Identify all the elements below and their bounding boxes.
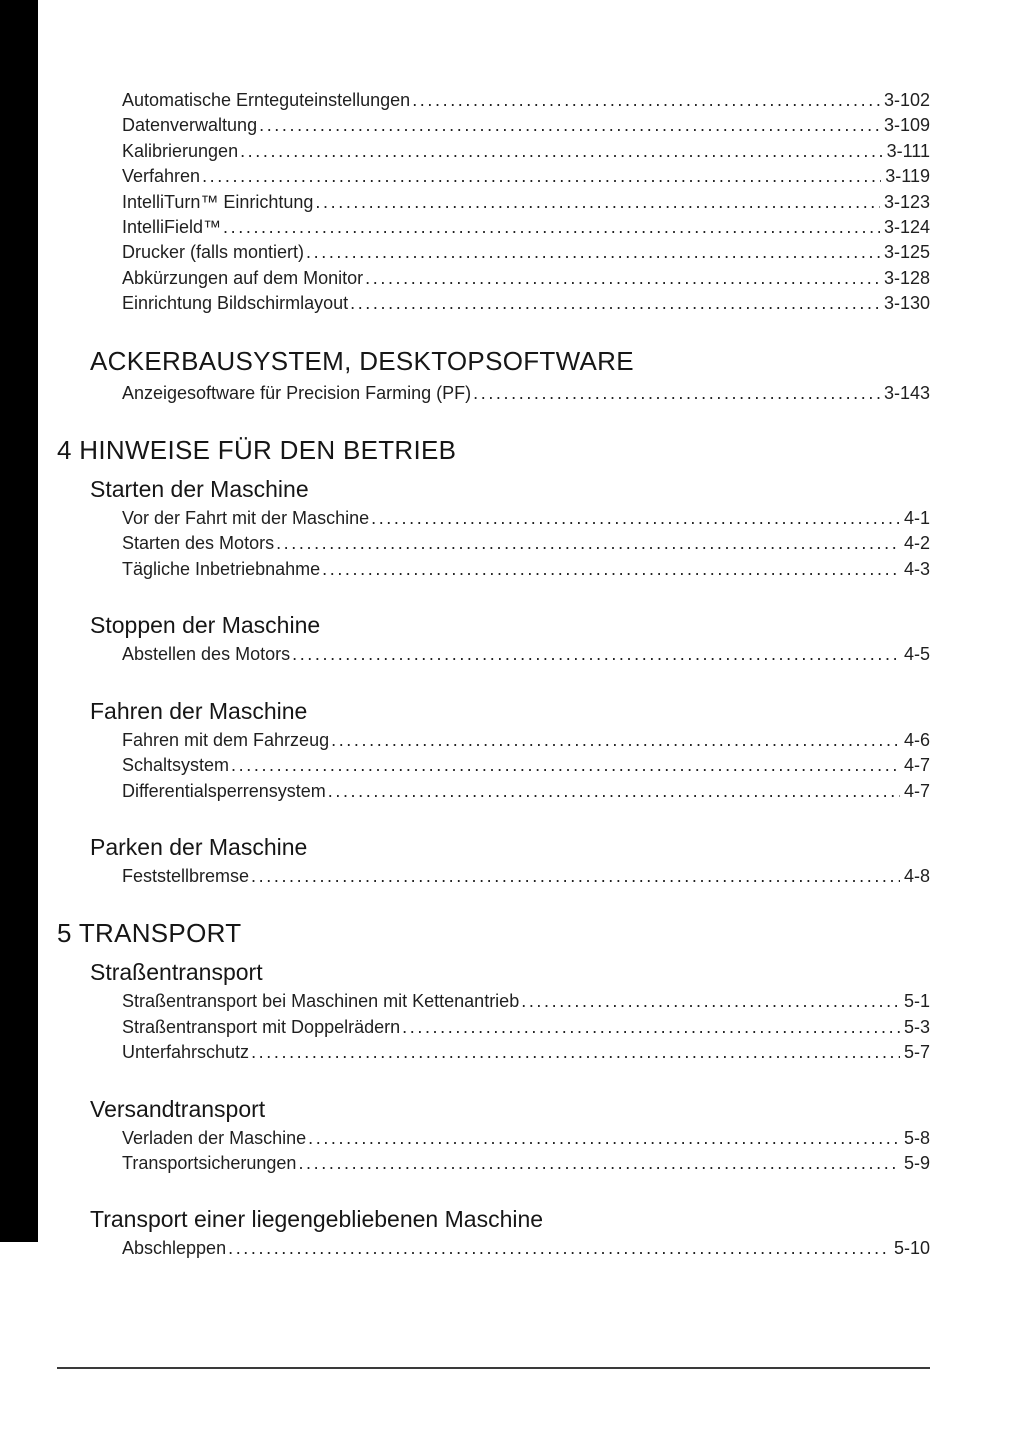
toc-entry-label: Drucker (falls montiert) xyxy=(122,242,305,263)
toc-entry-group-liegengeblieben xyxy=(57,1236,930,1261)
subsection-heading-liegengeblieben: Transport einer liegengebliebenen Maschine xyxy=(90,1206,544,1233)
toc-entry-label: Verladen der Maschine xyxy=(122,1127,307,1148)
toc-page-number: 3-111 xyxy=(886,140,930,161)
toc-page-number: 4-5 xyxy=(903,644,930,665)
toc-entry-label: Fahren mit dem Fahrzeug xyxy=(122,729,330,750)
toc-page-number: 3-130 xyxy=(883,293,930,314)
toc-page-number: 3-125 xyxy=(883,242,930,263)
toc-entry-label: Anzeigesoftware für Precision Farming (PF) xyxy=(122,382,472,403)
toc-content xyxy=(57,88,930,1262)
toc-entry-label: Abschleppen xyxy=(122,1238,227,1259)
toc-entry-label: Feststellbremse xyxy=(122,865,250,886)
toc-entry xyxy=(122,728,930,753)
toc-page-number: 5-3 xyxy=(903,1016,930,1037)
toc-entry xyxy=(122,190,930,215)
toc-page-number: 3-123 xyxy=(883,191,930,212)
toc-entry-label: Transportsicherungen xyxy=(122,1152,297,1173)
toc-entry-label: Datenverwaltung xyxy=(122,115,258,136)
toc-entry xyxy=(122,291,930,316)
toc-page-number: 5-8 xyxy=(903,1127,930,1148)
toc-entry-group-parken xyxy=(57,864,930,889)
toc-entry-label: Differentialsperrensystem xyxy=(122,780,326,801)
toc-leader-dots xyxy=(350,291,880,316)
toc-entry-group-strassentransport xyxy=(57,989,930,1065)
toc-leader-dots xyxy=(298,1151,900,1176)
toc-entry xyxy=(122,266,930,291)
toc-entry-label: Vor der Fahrt mit der Maschine xyxy=(122,508,370,529)
toc-leader-dots xyxy=(292,642,900,667)
toc-page-number: 4-7 xyxy=(903,755,930,776)
toc-entry xyxy=(122,113,930,138)
toc-entry-label: Starten des Motors xyxy=(122,533,275,554)
toc-entry-label: Abkürzungen auf dem Monitor xyxy=(122,267,364,288)
toc-entry-label: Straßentransport mit Doppelrädern xyxy=(122,1016,401,1037)
toc-page-number: 3-102 xyxy=(883,90,930,110)
toc-leader-dots xyxy=(202,164,881,189)
toc-entry-group-chapter3 xyxy=(57,88,930,317)
chapter-heading-5: 5 TRANSPORT xyxy=(57,918,242,949)
toc-page-number: 3-143 xyxy=(883,382,930,403)
toc-entry xyxy=(122,164,930,189)
toc-page-number: 4-6 xyxy=(903,729,930,750)
subsection-heading-parken: Parken der Maschine xyxy=(90,833,308,860)
toc-entry-label: Einrichtung Bildschirmlayout xyxy=(122,293,349,314)
toc-entry-group-starten xyxy=(57,506,930,582)
toc-entry xyxy=(122,88,930,113)
toc-page-number: 3-119 xyxy=(885,166,930,187)
toc-entry-group-stoppen xyxy=(57,642,930,667)
section-heading-ackerbausystem: ACKERBAUSYSTEM, DESKTOPSOFTWARE xyxy=(90,345,634,376)
toc-leader-dots xyxy=(331,728,900,753)
toc-entry-label: Tägliche Inbetriebnahme xyxy=(122,558,321,579)
toc-leader-dots xyxy=(251,1040,900,1065)
toc-page-number: 3-124 xyxy=(883,217,930,238)
toc-page-number: 4-8 xyxy=(903,865,930,886)
toc-entry-label: IntelliTurn™ Einrichtung xyxy=(122,191,314,212)
toc-entry xyxy=(122,1236,930,1261)
toc-page-number: 4-1 xyxy=(903,508,930,529)
toc-entry-label: IntelliField™ xyxy=(122,217,222,238)
toc-page-number: 5-1 xyxy=(903,991,930,1012)
chapter-heading-4: 4 HINWEISE FÜR DEN BETRIEB xyxy=(57,435,457,466)
toc-page-number: 5-9 xyxy=(903,1152,930,1173)
toc-page-number: 5-7 xyxy=(903,1042,930,1063)
toc-page-number: 4-3 xyxy=(903,558,930,579)
toc-leader-dots xyxy=(259,113,880,138)
toc-entry-group-fahren xyxy=(57,728,930,804)
toc-leader-dots xyxy=(322,557,900,582)
toc-leader-dots xyxy=(402,1015,900,1040)
toc-entry-label: Straßentransport bei Maschinen mit Kettenantrieb xyxy=(122,991,520,1012)
toc-page-number: 5-10 xyxy=(893,1238,930,1259)
toc-leader-dots xyxy=(371,506,900,531)
toc-leader-dots xyxy=(315,190,880,215)
footer-rule xyxy=(57,1367,930,1369)
toc-entry xyxy=(122,1151,930,1176)
subsection-heading-stoppen: Stoppen der Maschine xyxy=(90,612,321,639)
toc-entry-label: Schaltsystem xyxy=(122,755,230,776)
subsection-heading-strassentransport: Straßentransport xyxy=(90,959,263,986)
toc-page-number: 3-109 xyxy=(883,115,930,136)
toc-leader-dots xyxy=(228,1236,890,1261)
subsection-heading-versandtransport: Versandtransport xyxy=(90,1095,266,1122)
toc-entry xyxy=(122,240,930,265)
toc-leader-dots xyxy=(251,864,900,889)
toc-entry xyxy=(122,531,930,556)
toc-entry xyxy=(122,1126,930,1151)
toc-page-number: 4-2 xyxy=(903,533,930,554)
toc-entry-group-versandtransport xyxy=(57,1126,930,1177)
chapter-edge-tab xyxy=(0,0,38,1242)
toc-entry-label: Automatische Ernteguteinstellungen xyxy=(122,90,411,110)
toc-entry xyxy=(122,139,930,164)
toc-entry-label: Verfahren xyxy=(122,166,201,187)
toc-leader-dots xyxy=(521,989,900,1014)
toc-page-number: 3-128 xyxy=(883,267,930,288)
toc-entry-group-ackerbau xyxy=(57,381,930,406)
toc-entry xyxy=(122,779,930,804)
toc-entry xyxy=(122,642,930,667)
toc-leader-dots xyxy=(231,753,900,778)
toc-leader-dots xyxy=(412,88,880,113)
toc-leader-dots xyxy=(308,1126,900,1151)
toc-entry xyxy=(122,381,930,406)
toc-entry xyxy=(122,215,930,240)
toc-entry-label: Unterfahrschutz xyxy=(122,1042,250,1063)
toc-leader-dots xyxy=(365,266,880,291)
toc-entry xyxy=(122,506,930,531)
toc-entry xyxy=(122,989,930,1014)
toc-leader-dots xyxy=(240,139,883,164)
toc-page-number: 4-7 xyxy=(903,780,930,801)
toc-entry xyxy=(122,557,930,582)
toc-entry xyxy=(122,1015,930,1040)
toc-leader-dots xyxy=(223,215,880,240)
toc-entry-label: Kalibrierungen xyxy=(122,140,239,161)
toc-entry xyxy=(122,753,930,778)
toc-leader-dots xyxy=(473,381,880,406)
toc-leader-dots xyxy=(328,779,900,804)
subsection-heading-starten: Starten der Maschine xyxy=(90,476,309,503)
toc-entry xyxy=(122,864,930,889)
toc-leader-dots xyxy=(276,531,900,556)
subsection-heading-fahren: Fahren der Maschine xyxy=(90,697,308,724)
toc-leader-dots xyxy=(306,240,880,265)
toc-entry xyxy=(122,1040,930,1065)
toc-entry-label: Abstellen des Motors xyxy=(122,644,291,665)
